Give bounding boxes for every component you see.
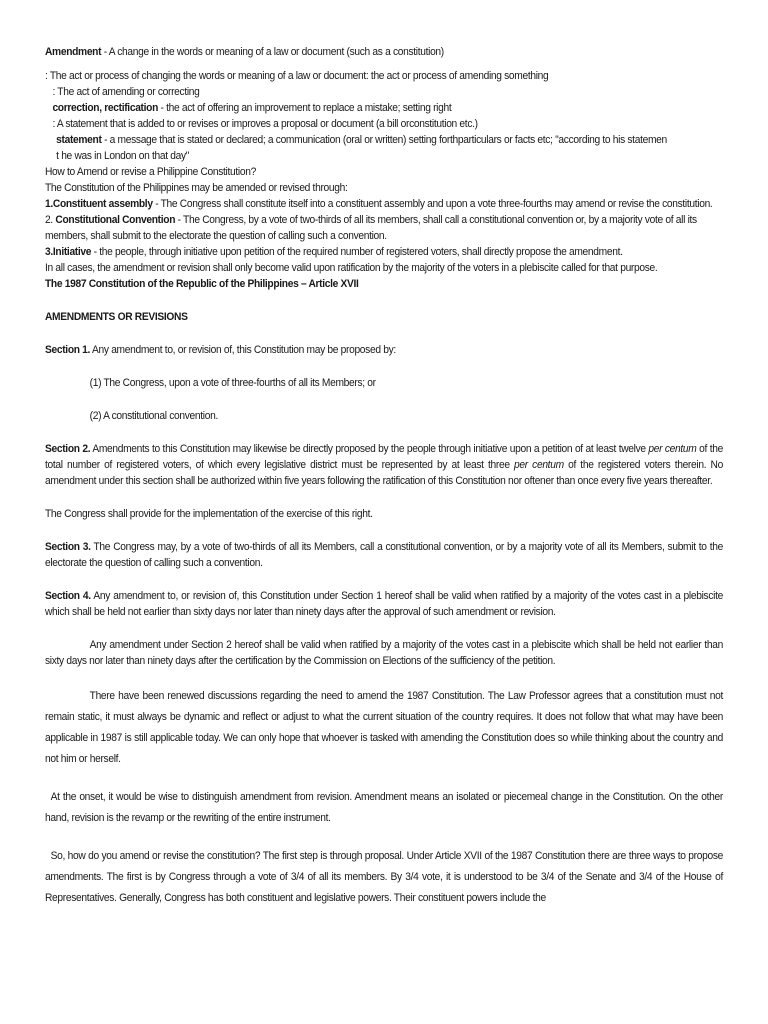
act-of-amending: : The act of amending or correcting (52, 86, 200, 98)
section-3: Section 3. The Congress may, by a vote of two-thirds of all its Members, call a constitutional convention, or by a majority vote of all its Members, submit to the electorate the question of calling such a convention. (45, 541, 723, 569)
commentary-paragraph-3: So, how do you amend or revise the constitution? The first step is through proposal. Under Article XVII of the 1987 Constitution there are three ways to propose amendments. The first is by Congress through a vote of 3/4 of all its members. By 3/4 vote, it is understood to be 3/4 of the Senate and 3/4 of the House of Representatives. Generally, Congress has both constituent and legislative powers. Their constituent powers include the (45, 850, 723, 904)
section-3-label: Section 3. (45, 541, 91, 553)
section-1-item-1: (1) The Congress, upon a vote of three-fourths of all its Members; or (89, 377, 376, 389)
section-4: Section 4. Any amendment to, or revision of, this Constitution under Section 1 hereof shall be valid when ratified by a majority of the votes cast in a plebiscite which shall be held not earlier than sixty days nor later than ninety days after the approval of such amendment or revision. (45, 590, 723, 618)
section-4-para-2: Any amendment under Section 2 hereof shall be valid when ratified by a majority of the votes cast in a plebiscite which shall be held not earlier than sixty days nor later than ninety days after the certification by the Commission on Elections of the sufficiency of the petition. (45, 639, 723, 667)
statement-definition: statement - a message that is stated or declared; a communication (oral or written) setting forthparticulars or facts etc; "according to his statemen (56, 134, 667, 146)
all-cases: In all cases, the amendment or revision shall only become valid upon ratification by the majority of the voters in a plebiscite called for that purpose. (45, 262, 658, 274)
how-to-question: How to Amend or revise a Philippine Constitution? (45, 166, 256, 178)
statement-definition-cont: t he was in London on that day" (56, 150, 190, 162)
section-1-label: Section 1. (45, 344, 91, 356)
commentary-paragraph-2: At the onset, it would be wise to distinguish amendment from revision. Amendment means an isolated or piecemeal change in the Constitution. On the other hand, revision is the revamp or the rewriting of the entire instrument. (45, 791, 723, 824)
section-1: Section 1. Any amendment to, or revision of, this Constitution may be proposed by: (45, 344, 396, 356)
section-2: Section 2. Amendments to this Constitution may likewise be directly proposed by the people through initiative upon a petition of at least twelve per centum of the total number of registered voters, of which every legislative district must be represented by at least three per centum of the registered voters therein. No amendment under this section shall be authorized within five years following the ratification of this Constitution nor oftener than once every five years thereafter. (45, 443, 723, 487)
amendment-term: Amendment (45, 46, 102, 58)
how-to-intro: The Constitution of the Philippines may be amended or revised through: (45, 182, 348, 194)
commentary-paragraph-1: There have been renewed discussions regarding the need to amend the 1987 Constitution. The Law Professor agrees that a constitution must not remain static, it must always be dynamic and reflect or adjust to what the current situation of the country requires. It does not follow that what may have been applicable in 1987 is still applicable today. We can only hope that whoever is tasked with amending the Constitution does so while thinking about the country and not him or herself. (45, 690, 723, 765)
section-2-congress: The Congress shall provide for the implementation of the exercise of this right. (45, 508, 373, 520)
method-2-term: Constitutional Convention (55, 214, 176, 226)
method-1: 1.Constituent assembly - The Congress shall constitute itself into a constituent assembly and upon a vote three-fourths may amend or revise the constitution. (45, 198, 713, 210)
document-body (45, 44, 723, 909)
section-2-label: Section 2. (45, 443, 91, 455)
act-line: : The act or process of changing the words or meaning of a law or document: the act or process of amending something (45, 70, 549, 82)
article-title: The 1987 Constitution of the Republic of the Philippines – Article XVII (45, 278, 359, 290)
section-1-item-2: (2) A constitutional convention. (89, 410, 218, 422)
section-4-label: Section 4. (45, 590, 91, 602)
correction-definition: correction, rectification - the act of offering an improvement to replace a mistake; setting right (52, 102, 452, 114)
method-2: 2. Constitutional Convention - The Congress, by a vote of two-thirds of all its members, shall call a constitutional convention or, by a majority vote of all its members, shall submit to the electorate the question of calling such a convention. (45, 214, 697, 242)
method-3: 3.Initiative - the people, through initiative upon petition of the required number of registered voters, shall directly propose the amendment. (45, 246, 623, 258)
statement-term: statement (56, 134, 102, 146)
method-1-term: Constituent assembly (52, 198, 153, 210)
method-3-term: Initiative (52, 246, 92, 258)
article-heading: AMENDMENTS OR REVISIONS (45, 311, 188, 323)
correction-term: correction, rectification (52, 102, 159, 114)
statement-added: : A statement that is added to or revises or improves a proposal or document (a bill orconstitution etc.) (52, 118, 478, 130)
amendment-definition: Amendment - A change in the words or meaning of a law or document (such as a constitution) (45, 46, 444, 58)
